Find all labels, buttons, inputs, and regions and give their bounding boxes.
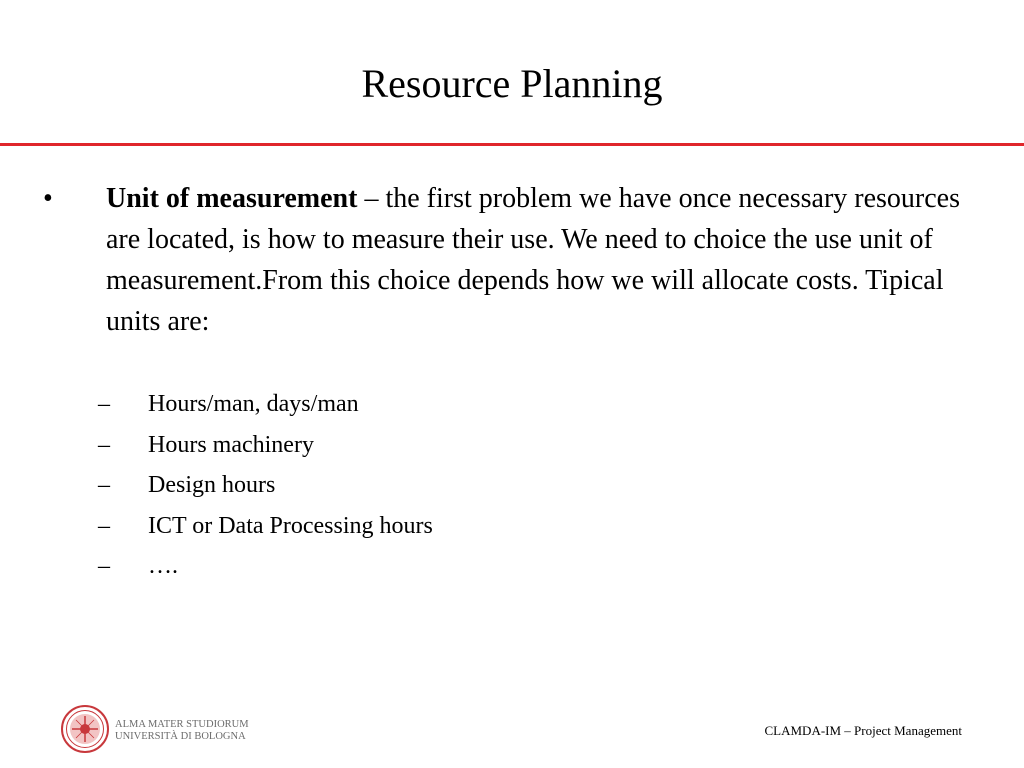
- university-logo: [60, 703, 260, 755]
- list-item-text: ICT or Data Processing hours: [148, 512, 433, 539]
- dash-mark: –: [98, 431, 110, 458]
- dash-mark: –: [98, 472, 110, 498]
- bullet-term: Unit of measurement: [106, 183, 358, 214]
- list-item: [98, 546, 898, 587]
- dash-mark: –: [98, 553, 110, 579]
- dash-mark: –: [98, 512, 110, 539]
- title-divider: [0, 143, 1024, 146]
- sub-list: [98, 384, 898, 587]
- slide-title: Resource Planning: [361, 61, 663, 106]
- seal-icon: [60, 703, 260, 755]
- dash-mark: –: [98, 391, 110, 417]
- bullet-text: [106, 178, 986, 342]
- list-item-text: ….: [148, 553, 178, 579]
- bullet-mark: •: [43, 183, 53, 214]
- list-item: [98, 384, 898, 425]
- list-item-text: Design hours: [148, 472, 276, 498]
- list-item: [98, 506, 898, 547]
- list-item-text: Hours machinery: [148, 431, 314, 458]
- logo-line-2: UNIVERSITÀ DI BOLOGNA: [115, 731, 246, 742]
- footer-course-label: CLAMDA-IM – Project Management: [764, 723, 962, 738]
- list-item-text: Hours/man, days/man: [148, 391, 359, 417]
- list-item: [98, 465, 898, 506]
- logo-line-1: ALMA MATER STUDIORUM: [115, 719, 249, 730]
- bullet-description: – the first problem we have once necessary resources are located, is how to measure their use. We need to choice the use unit of measurement.From this choice depends how we will allocate costs. Tipical units are:: [106, 183, 960, 337]
- list-item: [98, 425, 898, 466]
